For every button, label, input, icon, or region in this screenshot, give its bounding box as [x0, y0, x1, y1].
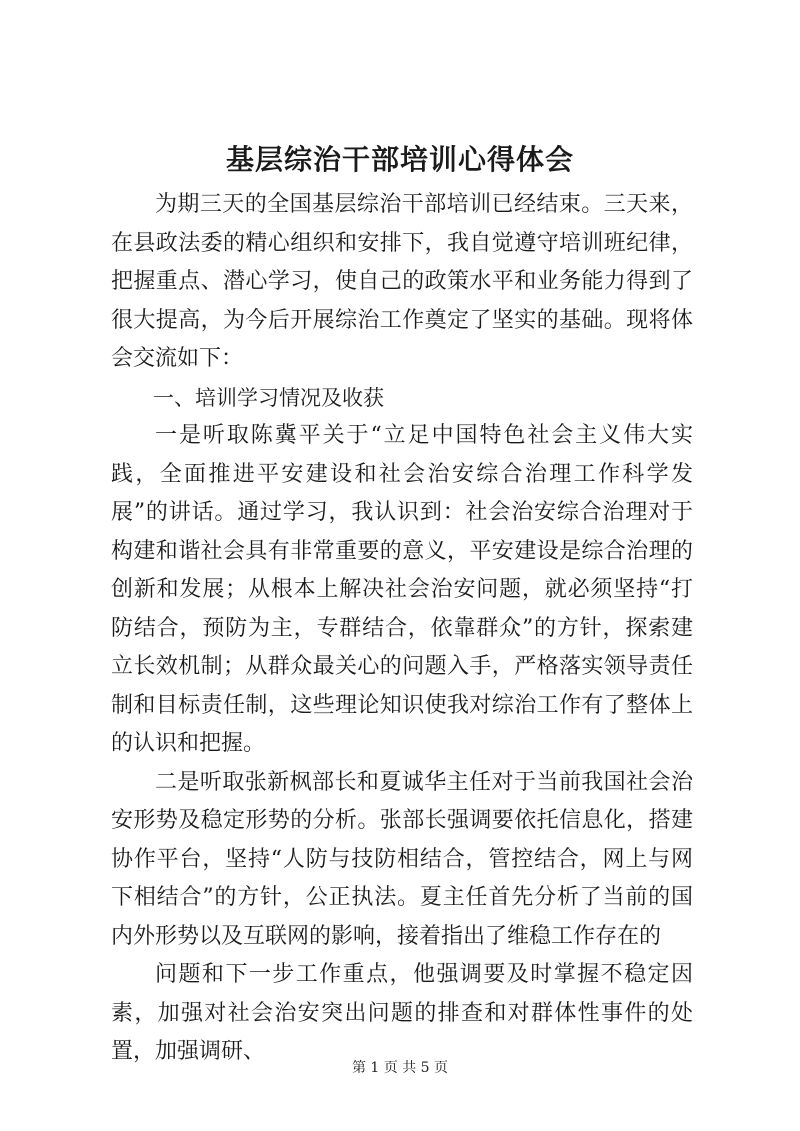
paragraph-point-2: 二是听取张新枫部长和夏诚华主任对于当前我国社会治安形势及稳定形势的分析。张部长强调要依托信息化，搭建协作平台，坚持“人防与技防相结合，管控结合，网上与网下相结合”的方针，公正执法。夏主任首先分析了当前的国内外形势以及互联网的影响，接着指出了维稳工作存在的	[111, 769, 693, 949]
section-heading-1: 一、培训学习情况及收获	[153, 385, 384, 410]
paragraph-continuation: 问题和下一步工作重点，他强调要及时掌握不稳定因素，加强对社会治安突出问题的排查和对群体性事件的处置，加强调研、	[111, 962, 693, 1064]
page-number-footer: 第 1 页 共 5 页	[351, 1060, 449, 1076]
paragraph-intro: 为期三天的全国基层综治干部培训已经结束。三天来，在县政法委的精心组织和安排下，我自觉遵守培训班纪律，把握重点、潜心学习，使自己的政策水平和业务能力得到了很大提高，为今后开展综治工作奠定了坚实的基础。现将体会交流如下：	[111, 192, 693, 371]
document-body	[111, 186, 693, 1072]
paragraph-point-1: 一是听取陈冀平关于“立足中国特色社会主义伟大实践，全面推进平安建设和社会治安综合治理工作科学发展”的讲话。通过学习，我认识到：社会治安综合治理对于构建和谐社会具有非常重要的意义，平安建设是综合治理的创新和发展；从根本上解决社会治安问题，就必须坚持“打防结合，预防为主，专群结合，依靠群众”的方针，探索建立长效机制；从群众最关心的问题入手，严格落实领导责任制和目标责任制，这些理论知识使我对综治工作有了整体上的认识和把握。	[111, 423, 693, 756]
document-title: 基层综治干部培训心得体会	[225, 143, 574, 176]
